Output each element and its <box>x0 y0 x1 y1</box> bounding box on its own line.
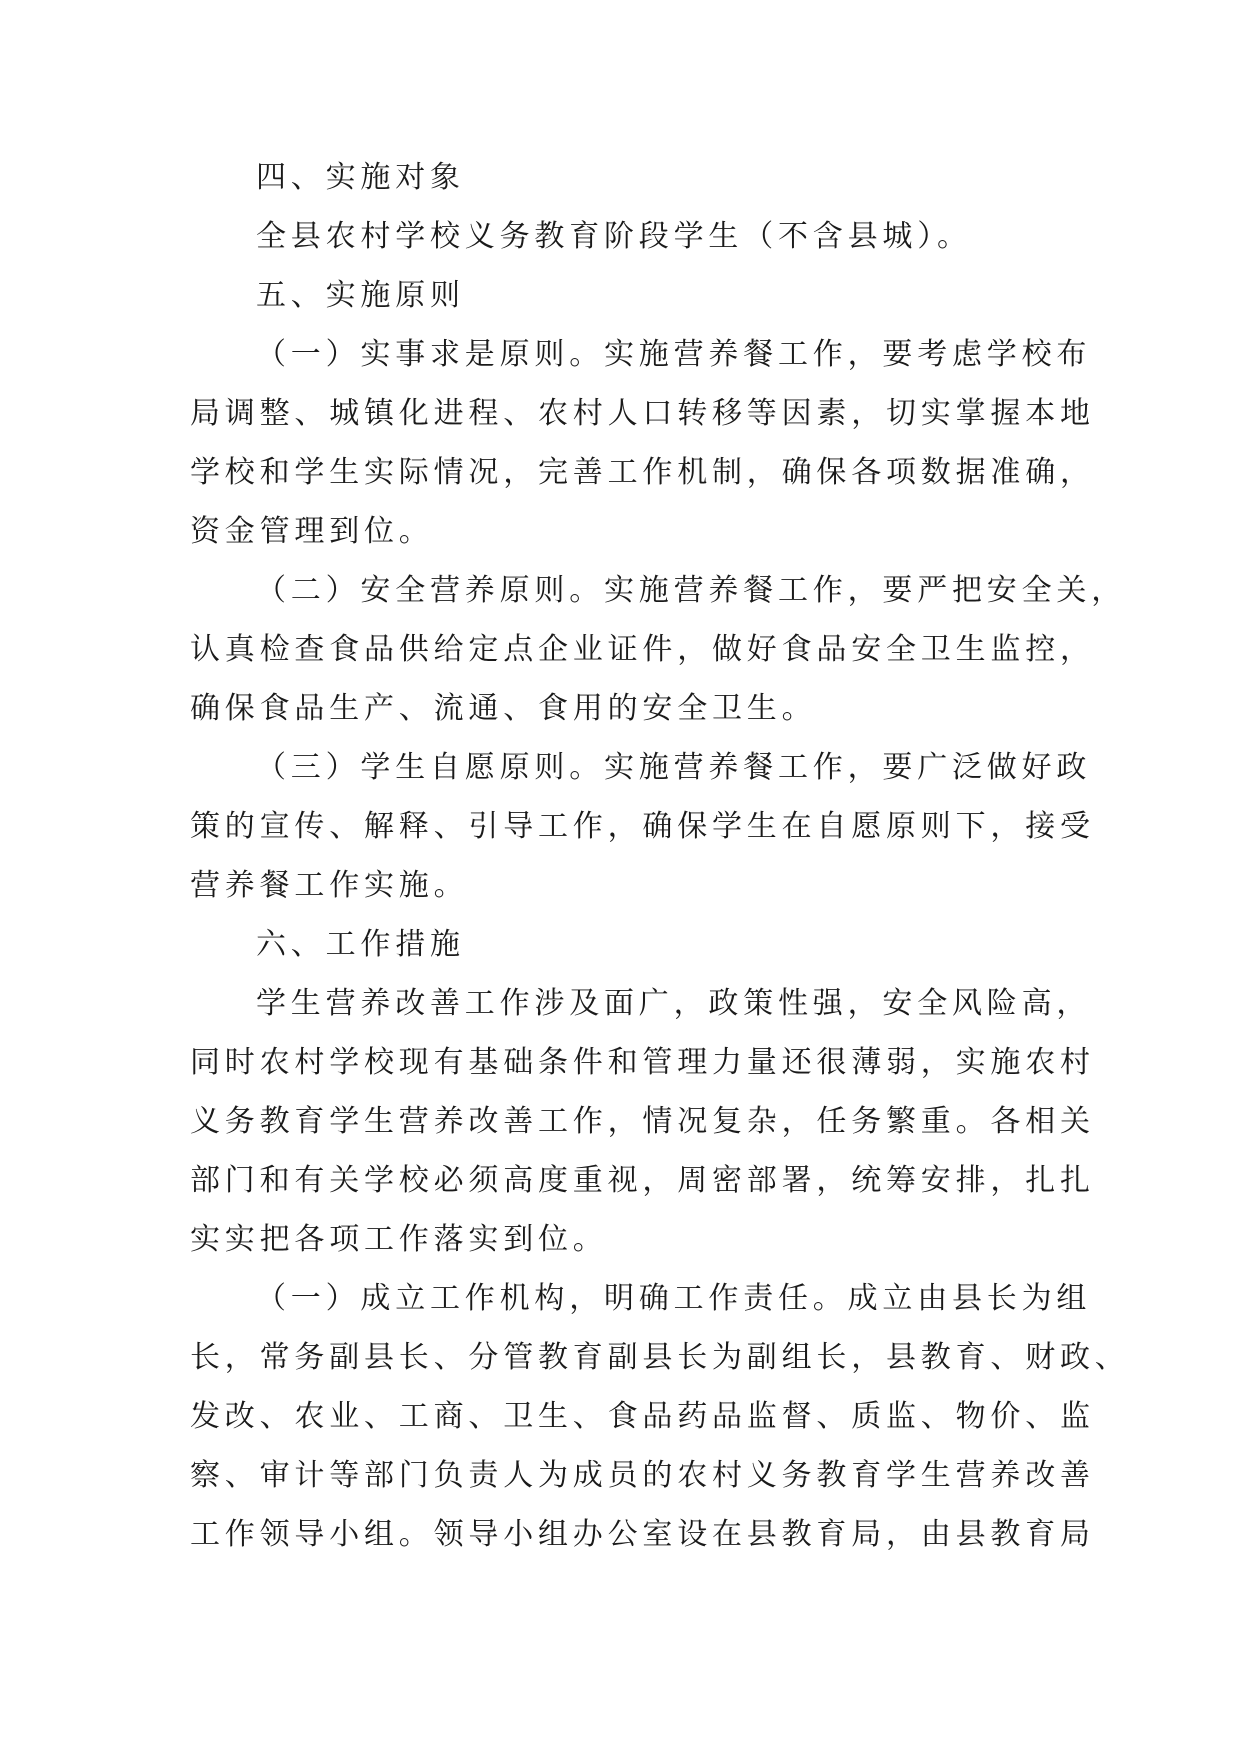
paragraph-line: 确保食品生产、流通、食用的安全卫生。 <box>190 691 817 726</box>
paragraph-line: 同时农村学校现有基础条件和管理力量还很薄弱，实施农村 <box>190 1045 1095 1080</box>
paragraph-line: 长，常务副县长、分管教育副县长为副组长，县教育、财政、 <box>190 1340 1130 1375</box>
paragraph-line: 学校和学生实际情况，完善工作机制，确保各项数据准确， <box>190 455 1095 490</box>
document-page <box>190 148 1130 1564</box>
paragraph-line: 学生营养改善工作涉及面广，政策性强，安全风险高， <box>256 986 1092 1021</box>
paragraph-line: 认真检查食品供给定点企业证件，做好食品安全卫生监控， <box>190 632 1095 667</box>
paragraph-line: 资金管理到位。 <box>190 514 434 549</box>
paragraph-line: （一）实事求是原则。实施营养餐工作，要考虑学校布 <box>256 337 1092 372</box>
paragraph-line: （一）成立工作机构，明确工作责任。成立由县长为组 <box>256 1281 1092 1316</box>
section-heading-work-measures: 六、工作措施 <box>256 927 465 962</box>
paragraph-line: 工作领导小组。领导小组办公室设在县教育局，由县教育局 <box>190 1517 1095 1552</box>
paragraph-line: 发改、农业、工商、卫生、食品药品监督、质监、物价、监 <box>190 1399 1095 1434</box>
paragraph-line: （二）安全营养原则。实施营养餐工作，要严把安全关， <box>256 573 1126 608</box>
section-heading-implementation-principles: 五、实施原则 <box>256 278 465 313</box>
paragraph-line: 实实把各项工作落实到位。 <box>190 1222 608 1257</box>
paragraph-line: （三）学生自愿原则。实施营养餐工作，要广泛做好政 <box>256 750 1092 785</box>
paragraph-line: 策的宣传、解释、引导工作，确保学生在自愿原则下，接受 <box>190 809 1095 844</box>
paragraph-line: 部门和有关学校必须高度重视，周密部署，统筹安排，扎扎 <box>190 1163 1095 1198</box>
paragraph-line: 营养餐工作实施。 <box>190 868 469 903</box>
paragraph-line: 局调整、城镇化进程、农村人口转移等因素，切实掌握本地 <box>190 396 1095 431</box>
paragraph-line: 察、审计等部门负责人为成员的农村义务教育学生营养改善 <box>190 1458 1095 1493</box>
paragraph-line: 义务教育学生营养改善工作，情况复杂，任务繁重。各相关 <box>190 1104 1095 1139</box>
paragraph-line: 全县农村学校义务教育阶段学生（不含县城）。 <box>256 219 972 254</box>
section-heading-implementation-target: 四、实施对象 <box>256 160 465 195</box>
